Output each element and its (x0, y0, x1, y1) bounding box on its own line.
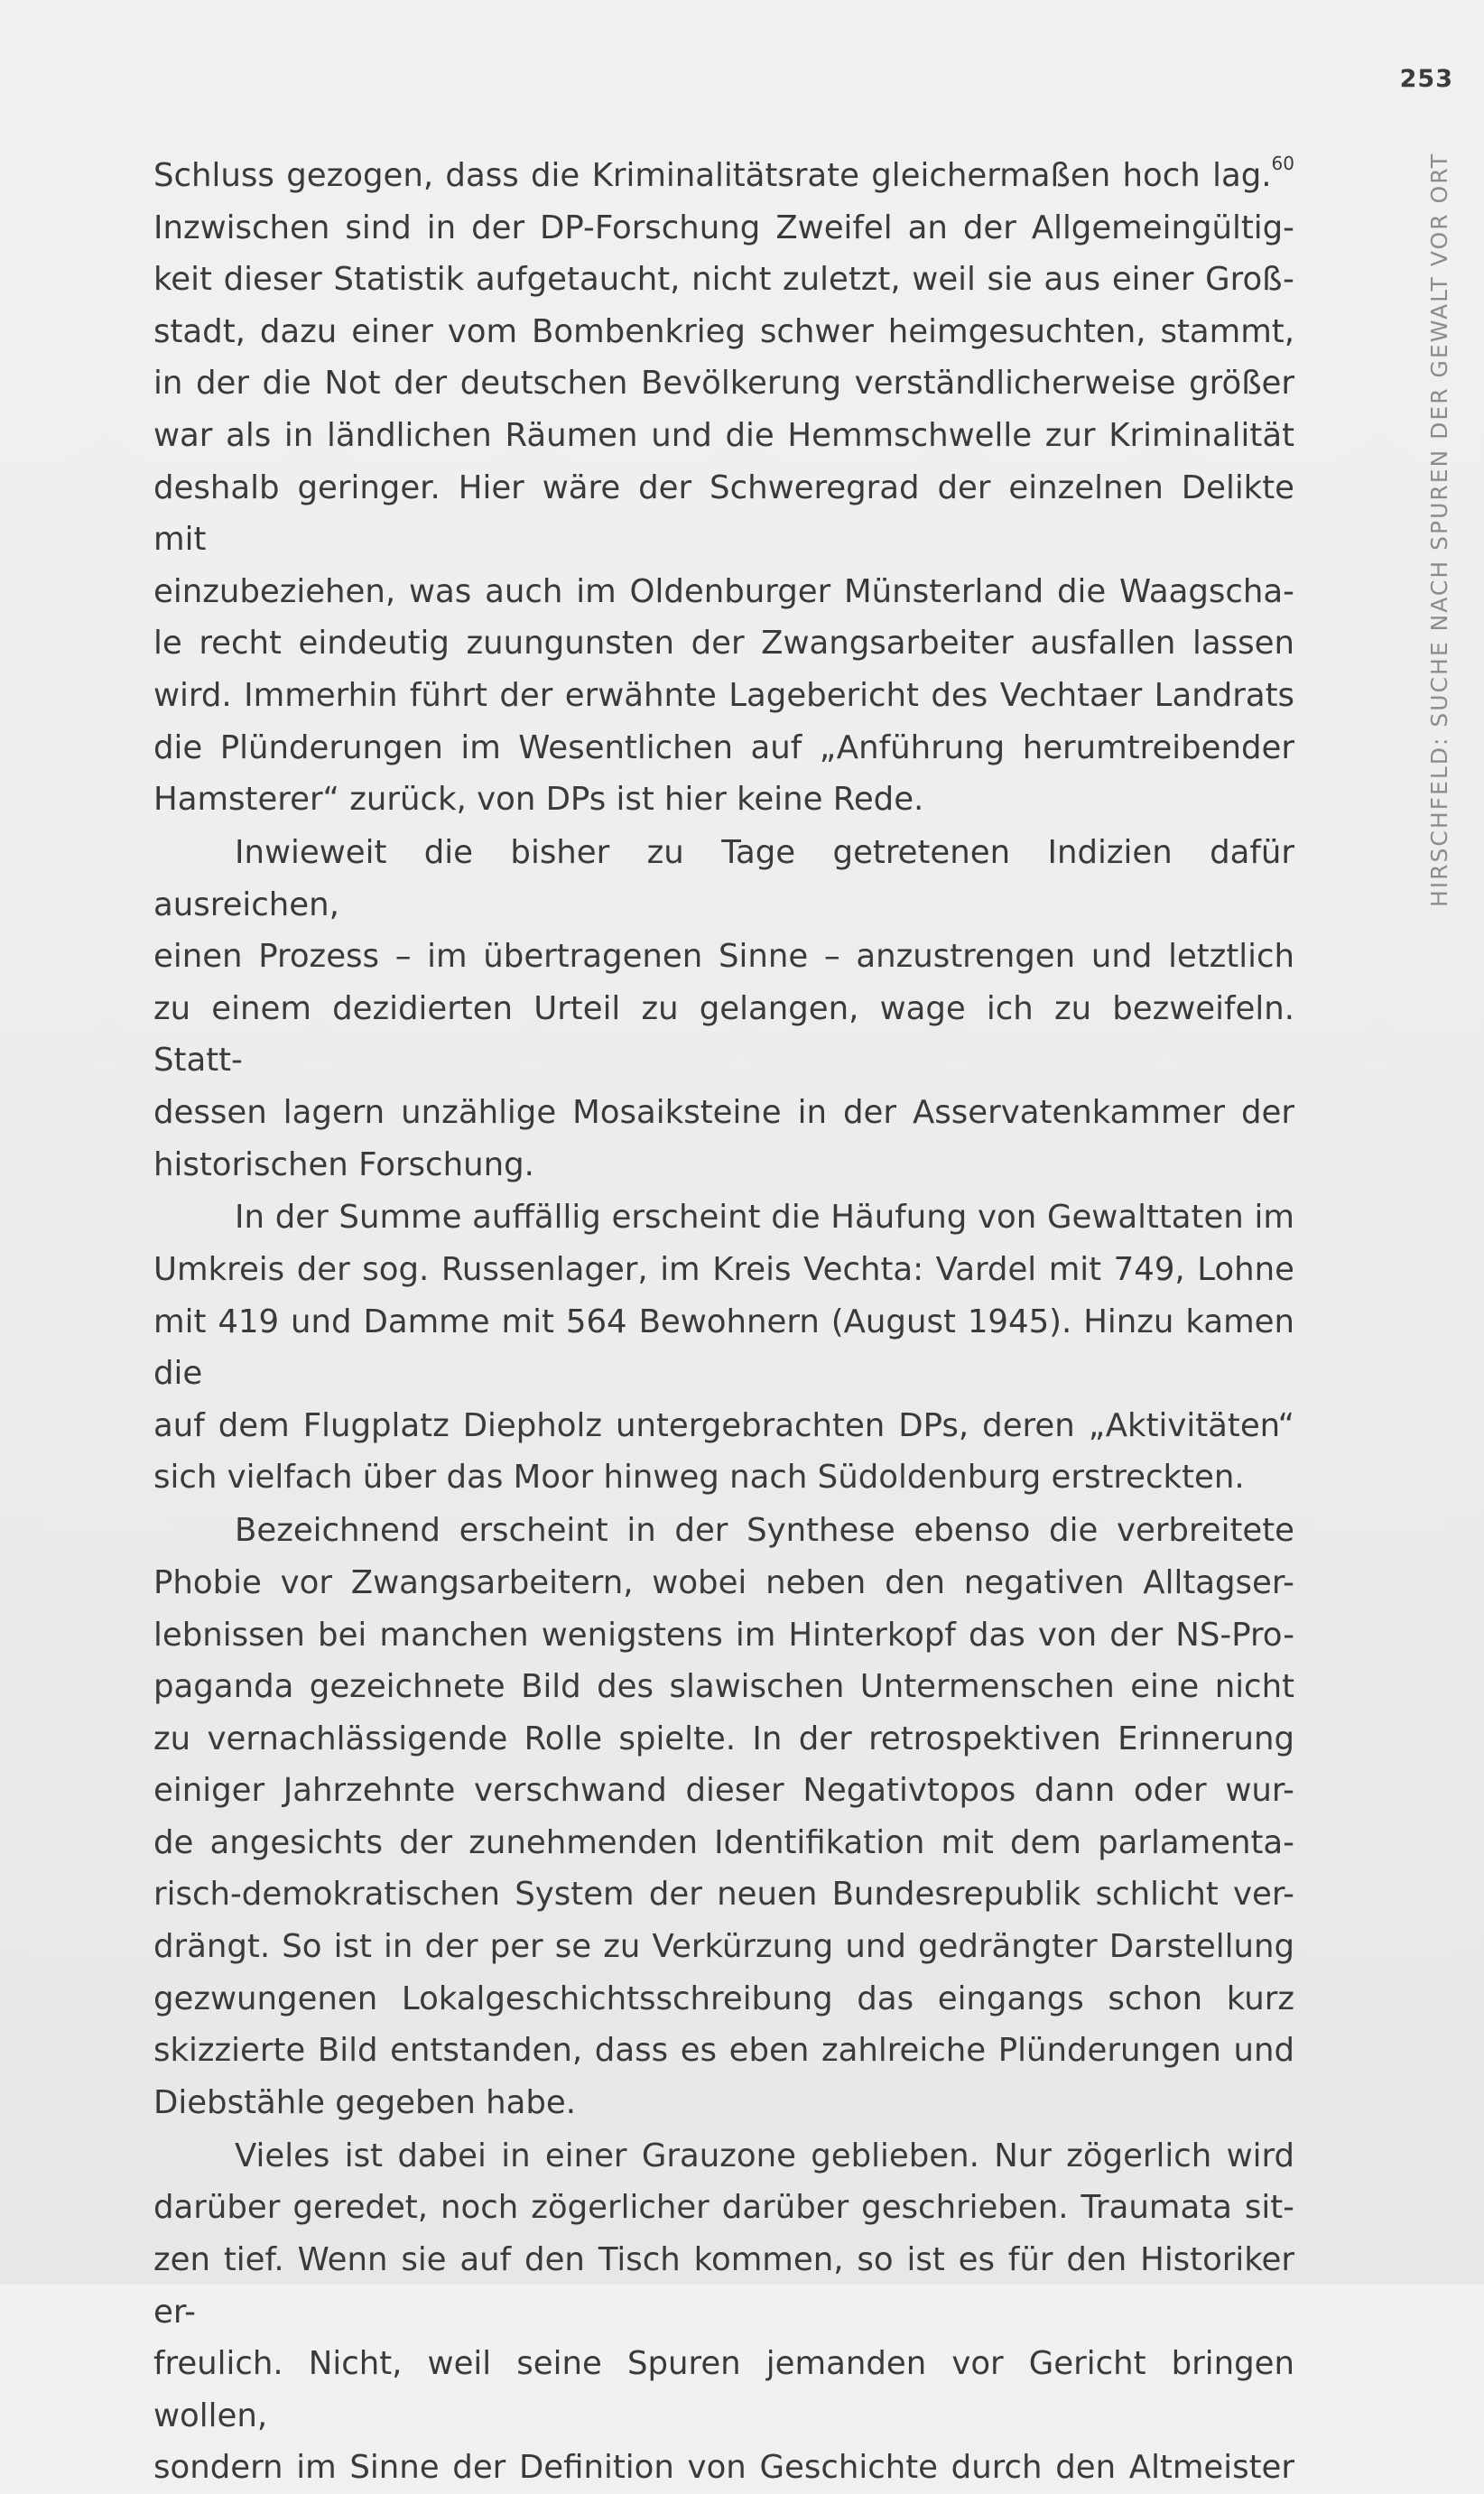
text-line: In der Summe auffällig erscheint die Häufung von Gewalttaten im (235, 1199, 1294, 1237)
text-line: auf dem Flugplatz Diepholz untergebrachten DPs, deren „Aktivitäten“ (153, 1406, 1294, 1444)
text-line: historischen Forschung. (153, 1145, 534, 1183)
text-line: Umkreis der sog. Russenlager, im Kreis Vechta: Vardel mit 749, Lohne (153, 1251, 1294, 1289)
text-line: freulich. Nicht, weil seine Spuren jemanden vor Gericht bringen wollen, (153, 2345, 1294, 2434)
text-line: wird. Immerhin führt der erwähnte Lagebericht des Vechtaer Landrats (153, 676, 1294, 714)
text-line: drängt. So ist in der per se zu Verkürzung und gedrängter Darstellung (153, 1928, 1294, 1966)
text-line: skizzierte Bild entstanden, dass es eben zahlreiche Plünderungen und (153, 2032, 1294, 2070)
text-line: risch-demokratischen System der neuen Bundesrepublik schlicht ver- (153, 1876, 1294, 1914)
text-line: Vieles ist dabei in einer Grauzone geblieben. Nur zögerlich wird (235, 2137, 1294, 2174)
text-line: sondern im Sinne der Definition von Geschichte durch den Altmeister (153, 2449, 1294, 2487)
body-text (153, 150, 1294, 2494)
text-line: Hamsterer“ zurück, von DPs ist hier keine Rede. (153, 781, 924, 819)
text-line: sich vielfach über das Moor hinweg nach Südoldenburg erstreckten. (153, 1459, 1245, 1497)
text-line: einen Prozess – im übertragenen Sinne – anzustrengen und letztlich (153, 938, 1294, 976)
text-line: einiger Jahrzehnte verschwand dieser Negativtopos dann oder wur- (153, 1772, 1294, 1810)
text-line: Schluss gezogen, dass die Kriminalitätsrate gleichermaßen hoch lag.$^{60}$ (153, 153, 1294, 194)
text-line: Phobie vor Zwangsarbeitern, wobei neben den negativen Alltagser- (153, 1563, 1294, 1601)
text-line: die Plünderungen im Wesentlichen auf „Anführung herumtreibender (153, 728, 1294, 766)
footnote-ref: 60 (1271, 153, 1294, 174)
text-line: war als in ländlichen Räumen und die Hemmschwelle zur Kriminalität (153, 416, 1294, 454)
text-line: lebnissen bei manchen wenigstens im Hinterkopf das von der NS-Pro- (153, 1616, 1294, 1654)
text-line: einzubeziehen, was auch im Oldenburger Münsterland die Waagscha- (153, 572, 1294, 610)
text-line: Diebstähle gegeben habe. (153, 2083, 577, 2121)
text-line: Bezeichnend erscheint in der Synthese ebenso die verbreitete (235, 1512, 1294, 1550)
text-line: Inzwischen sind in der DP-Forschung Zweifel an der Allgemeingültig- (153, 209, 1294, 246)
text-line: zu vernachlässigende Rolle spielte. In der retrospektiven Erinnerung (153, 1720, 1294, 1757)
text-line: zen tief. Wenn sie auf den Tisch kommen, so ist es für den Historiker er- (153, 2240, 1294, 2331)
text-line: Inwieweit die bisher zu Tage getretenen Indizien dafür ausreichen, (153, 834, 1294, 923)
text-line: in der die Not der deutschen Bevölkerung verständlicherweise größer (153, 365, 1294, 403)
text-line: zu einem dezidierten Urteil zu gelangen, wage ich zu bezweifeln. Statt- (153, 989, 1294, 1080)
text-line: stadt, dazu einer vom Bombenkrieg schwer heimgesuchten, stammt, (153, 312, 1294, 350)
text-line: gezwungenen Lokalgeschichtsschreibung das eingangs schon kurz (153, 1979, 1294, 2017)
text-line: deshalb geringer. Hier wäre der Schweregrad der einzelnen Delikte mit (153, 468, 1294, 559)
text-line: darüber geredet, noch zögerlicher darüber geschrieben. Traumata sit- (153, 2189, 1294, 2227)
text-line: paganda gezeichnete Bild des slawischen Untermenschen eine nicht (153, 1668, 1294, 1706)
text-line: dessen lagern unzählige Mosaiksteine in der Asservatenkammer der (153, 1093, 1294, 1131)
text-line: keit dieser Statistik aufgetaucht, nicht zuletzt, weil sie aus einer Groß- (153, 261, 1294, 299)
text-line: de angesichts der zunehmenden Identifikation mit dem parlamenta- (153, 1823, 1294, 1861)
page-number: 253 (1399, 65, 1453, 93)
text-line: le recht eindeutig zuungunsten der Zwangsarbeiter ausfallen lassen (153, 625, 1294, 663)
text-line: mit 419 und Damme mit 564 Bewohnern (August 1945). Hinzu kamen die (153, 1303, 1294, 1393)
running-head: HIRSCHFELD: SUCHE NACH SPUREN DER GEWALT VOR ORT (1426, 152, 1452, 907)
